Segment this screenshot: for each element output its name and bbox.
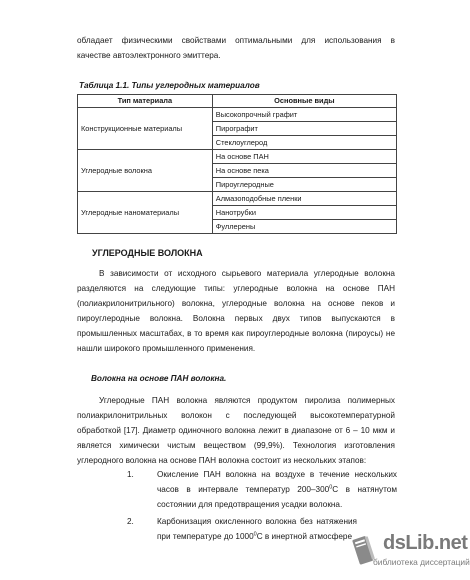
kind-cell: Алмазоподобные пленки: [212, 192, 396, 206]
table-row: [78, 108, 397, 122]
header-main-kinds: Основные виды: [212, 95, 396, 108]
kind-cell: Нанотрубки: [212, 206, 396, 220]
kind-cell: Высокопрочный графит: [212, 108, 396, 122]
list-item: [157, 514, 357, 544]
watermark-logo: [345, 530, 470, 576]
kind-cell: На основе пека: [212, 164, 396, 178]
top-paragraph-line-2: качестве автоэлектронного эмиттера.: [77, 51, 221, 60]
degree-sup: 0: [253, 531, 257, 538]
table-row: [78, 192, 397, 206]
group-type-cell: Углеродные волокна: [78, 150, 213, 192]
kind-cell: Пирографит: [212, 122, 396, 136]
section-paragraph: В зависимости от исходного сырьевого материала углеродные волокна разделяются на следующие типы: углеродные волокна на основе ПАН (полиакрилонитрильного) волокна, углеродные волокна на основе пеков и пироуглеродные волокна. Волокна первых двух типов выпускаются в промышленных масштабах, в то время как пироуглеродные волокна (пироусы) не нашли широкого промышленного применения.: [77, 269, 395, 353]
list-item-text: Карбонизация окисленного волокна без натяжения при температуре до 1000: [157, 517, 357, 541]
watermark-name: dsLib.net: [383, 532, 468, 554]
list-item: [157, 467, 397, 512]
list-item-text: Окисление ПАН волокна на воздухе в течение нескольких часов в интервале температур 200–300: [157, 470, 397, 494]
materials-table: [77, 94, 397, 234]
table-row: [78, 150, 397, 164]
top-paragraph: [77, 33, 395, 63]
list-item-text: С в инертной атмосфере: [256, 532, 353, 541]
degree-sup: 0: [329, 484, 333, 491]
section-heading: УГЛЕРОДНЫЕ ВОЛОКНА: [92, 248, 203, 258]
watermark-tagline: библиотека диссертаций: [373, 557, 470, 567]
kind-cell: Фуллерены: [212, 220, 396, 234]
top-paragraph-line-1: обладает физическими свойствами оптимальными для использования в: [77, 36, 395, 45]
kind-cell: Пироуглеродные: [212, 178, 396, 192]
list-item-text: С в натянутом состоянии для предотвращения усадки волокна.: [157, 485, 397, 509]
group-type-cell: Углеродные наноматериалы: [78, 192, 213, 234]
kind-cell: На основе ПАН: [212, 150, 396, 164]
header-material-type: Тип материала: [78, 95, 213, 108]
group-type-cell: Конструкционные материалы: [78, 108, 213, 150]
list-item-number: 2.: [127, 517, 134, 526]
pan-paragraph: Углеродные ПАН волокна являются продуктом пиролиза полимерных полиакрилонитрильных волокон с последующей высокотемпературной обработкой [17]. Диаметр одиночного волокна лежит в диапазоне от 6 – 10 мкм и является химически чистым веществом (99,9%). Технология изготовления углеродного волокна на основе ПАН волокна состоит из нескольких этапов:: [77, 396, 395, 465]
subheading: Волокна на основе ПАН волокна.: [91, 374, 227, 383]
kind-cell: Стеклоуглерод: [212, 136, 396, 150]
table-caption: Таблица 1.1. Типы углеродных материалов: [79, 81, 260, 90]
list-item-number: 1.: [127, 470, 134, 479]
table-header-row: [78, 95, 397, 108]
